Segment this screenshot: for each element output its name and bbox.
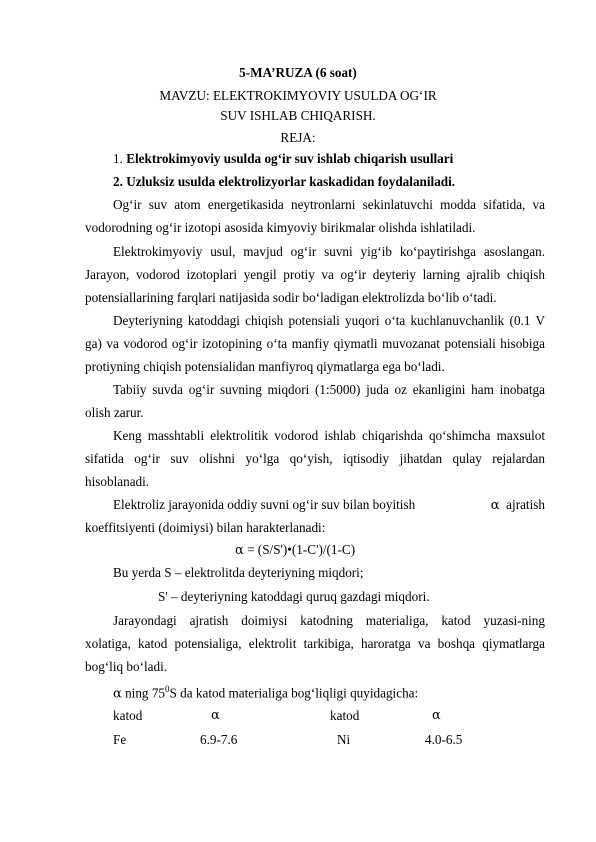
table-header-alpha-2: α: [432, 708, 441, 723]
separation-word: ajratish: [506, 497, 545, 512]
definition-s: Bu yerda S – elektrolitda deyteriyning miqdori;: [113, 565, 364, 580]
formula-expression: = (S/S')•(1-C')/(1-C): [247, 542, 356, 557]
definition-s-prime: S' – deyteriyning katoddagi quruq gazdagi miqdori.: [158, 589, 430, 604]
paragraph-line: potensiallarining farqlari natijasida sodir bo‘ladigan elektrolizda bo‘lib o‘tadi.: [85, 290, 497, 305]
paragraph-line: olish zarur.: [85, 405, 144, 420]
table-header-cathode-2: katod: [330, 708, 360, 723]
plan-item-1: [113, 150, 453, 167]
paragraph-line: Jarayondagi ajratish doimiysi katodning materialiga, katod yuzasi-ning: [113, 613, 545, 628]
paragraph-line: Jarayon, vodorod izotoplari yengil protiy va og‘ir deyteriy larning ajralib chiqish: [85, 267, 545, 282]
paragraph-line: bog‘liq bo‘ladi.: [85, 659, 168, 674]
plan-item-2: 2. Uzluksiz usulda elektrolizyorlar kaskadidan foydalaniladi.: [113, 174, 456, 189]
table-header-alpha-1: α: [211, 708, 220, 723]
topic-line-1: MAVZU: ELEKTROKIMYOVIY USULDA OG‘IR: [159, 88, 437, 103]
paragraph-line: ga) va vodorod og‘ir izotopining o‘ta manfiy qiymatli muvozanat potensiali hisobiga: [85, 336, 545, 351]
table-cell-alpha-value-1: 6.9-7.6: [200, 732, 238, 747]
alpha-symbol: α: [490, 498, 500, 513]
paragraph-line: Deyteriyning katoddagi chiqish potensiali yuqori o‘ta kuchlanuvchanlik (0.1 V: [113, 313, 545, 328]
topic-line-2: SUV ISHLAB CHIQARISH.: [220, 108, 376, 123]
alpha-symbol: α: [235, 543, 244, 558]
degree-superscript: 0: [165, 684, 170, 694]
note-text: S da katod materialiga bog‘liqligi quyidagicha:: [169, 685, 419, 701]
alpha-inline-group: [491, 496, 545, 514]
paragraph-line: hisoblanadi.: [85, 474, 150, 489]
enrichment-text: Elektroliz jarayonida oddiy suvni og‘ir suv bilan boyitish: [113, 497, 416, 512]
note-text: ning 75: [121, 685, 166, 701]
lecture-title: 5-MA’RUZA (6 soat): [239, 65, 357, 80]
plan-item-number: 1.: [113, 151, 127, 166]
table-cell-metal-1: Fe: [113, 732, 127, 747]
alpha-temperature-note: [113, 681, 418, 702]
paragraph-line-alpha: [113, 496, 545, 514]
paragraph-line: Elektrokimyoviy usul, mavjud og‘ir suvni yig‘ib ko‘paytirishga asoslangan.: [113, 244, 545, 259]
table-cell-alpha-value-2: 4.0-6.5: [425, 732, 463, 747]
paragraph-line: sifatida og‘ir suv olishni yo‘lga qo‘yish, iqtisodiy jihatdan qulay rejalardan: [85, 451, 545, 466]
paragraph-line: Keng masshtabli elektrolitik vodorod ishlab chiqarishda qo‘shimcha maxsulot: [113, 428, 545, 443]
paragraph-line: protiyning chiqish potensialidan manfiyroq qiymatlarga ega bo‘ladi.: [85, 359, 445, 374]
table-cell-metal-2: Ni: [337, 732, 351, 747]
table-header-cathode-1: katod: [113, 708, 143, 723]
plan-item-text: Elektrokimyoviy usulda og‘ir suv ishlab chiqarish usullari: [126, 151, 454, 166]
alpha-symbol: α: [113, 686, 122, 702]
paragraph-line: koeffitsiyenti (doimiysi) bilan harakterlanadi:: [85, 520, 326, 535]
paragraph-line: Tabiiy suvda og‘ir suvning miqdori (1:5000) juda oz ekanligini ham inobatga: [113, 382, 545, 397]
separation-formula: [235, 541, 355, 559]
paragraph-line: Og‘ir suv atom energetikasida neytronlarni sekinlatuvchi modda sifatida, va: [113, 197, 545, 212]
plan-label: REJA:: [280, 130, 316, 145]
paragraph-line: vodorodning og‘ir izotopi asosida kimyoviy birikmalar olishda ishlatiladi.: [85, 220, 476, 235]
paragraph-line: xolatiga, katod potensialiga, elektrolit tarkibiga, haroratga va boshqa qiymatlarga: [85, 636, 545, 651]
